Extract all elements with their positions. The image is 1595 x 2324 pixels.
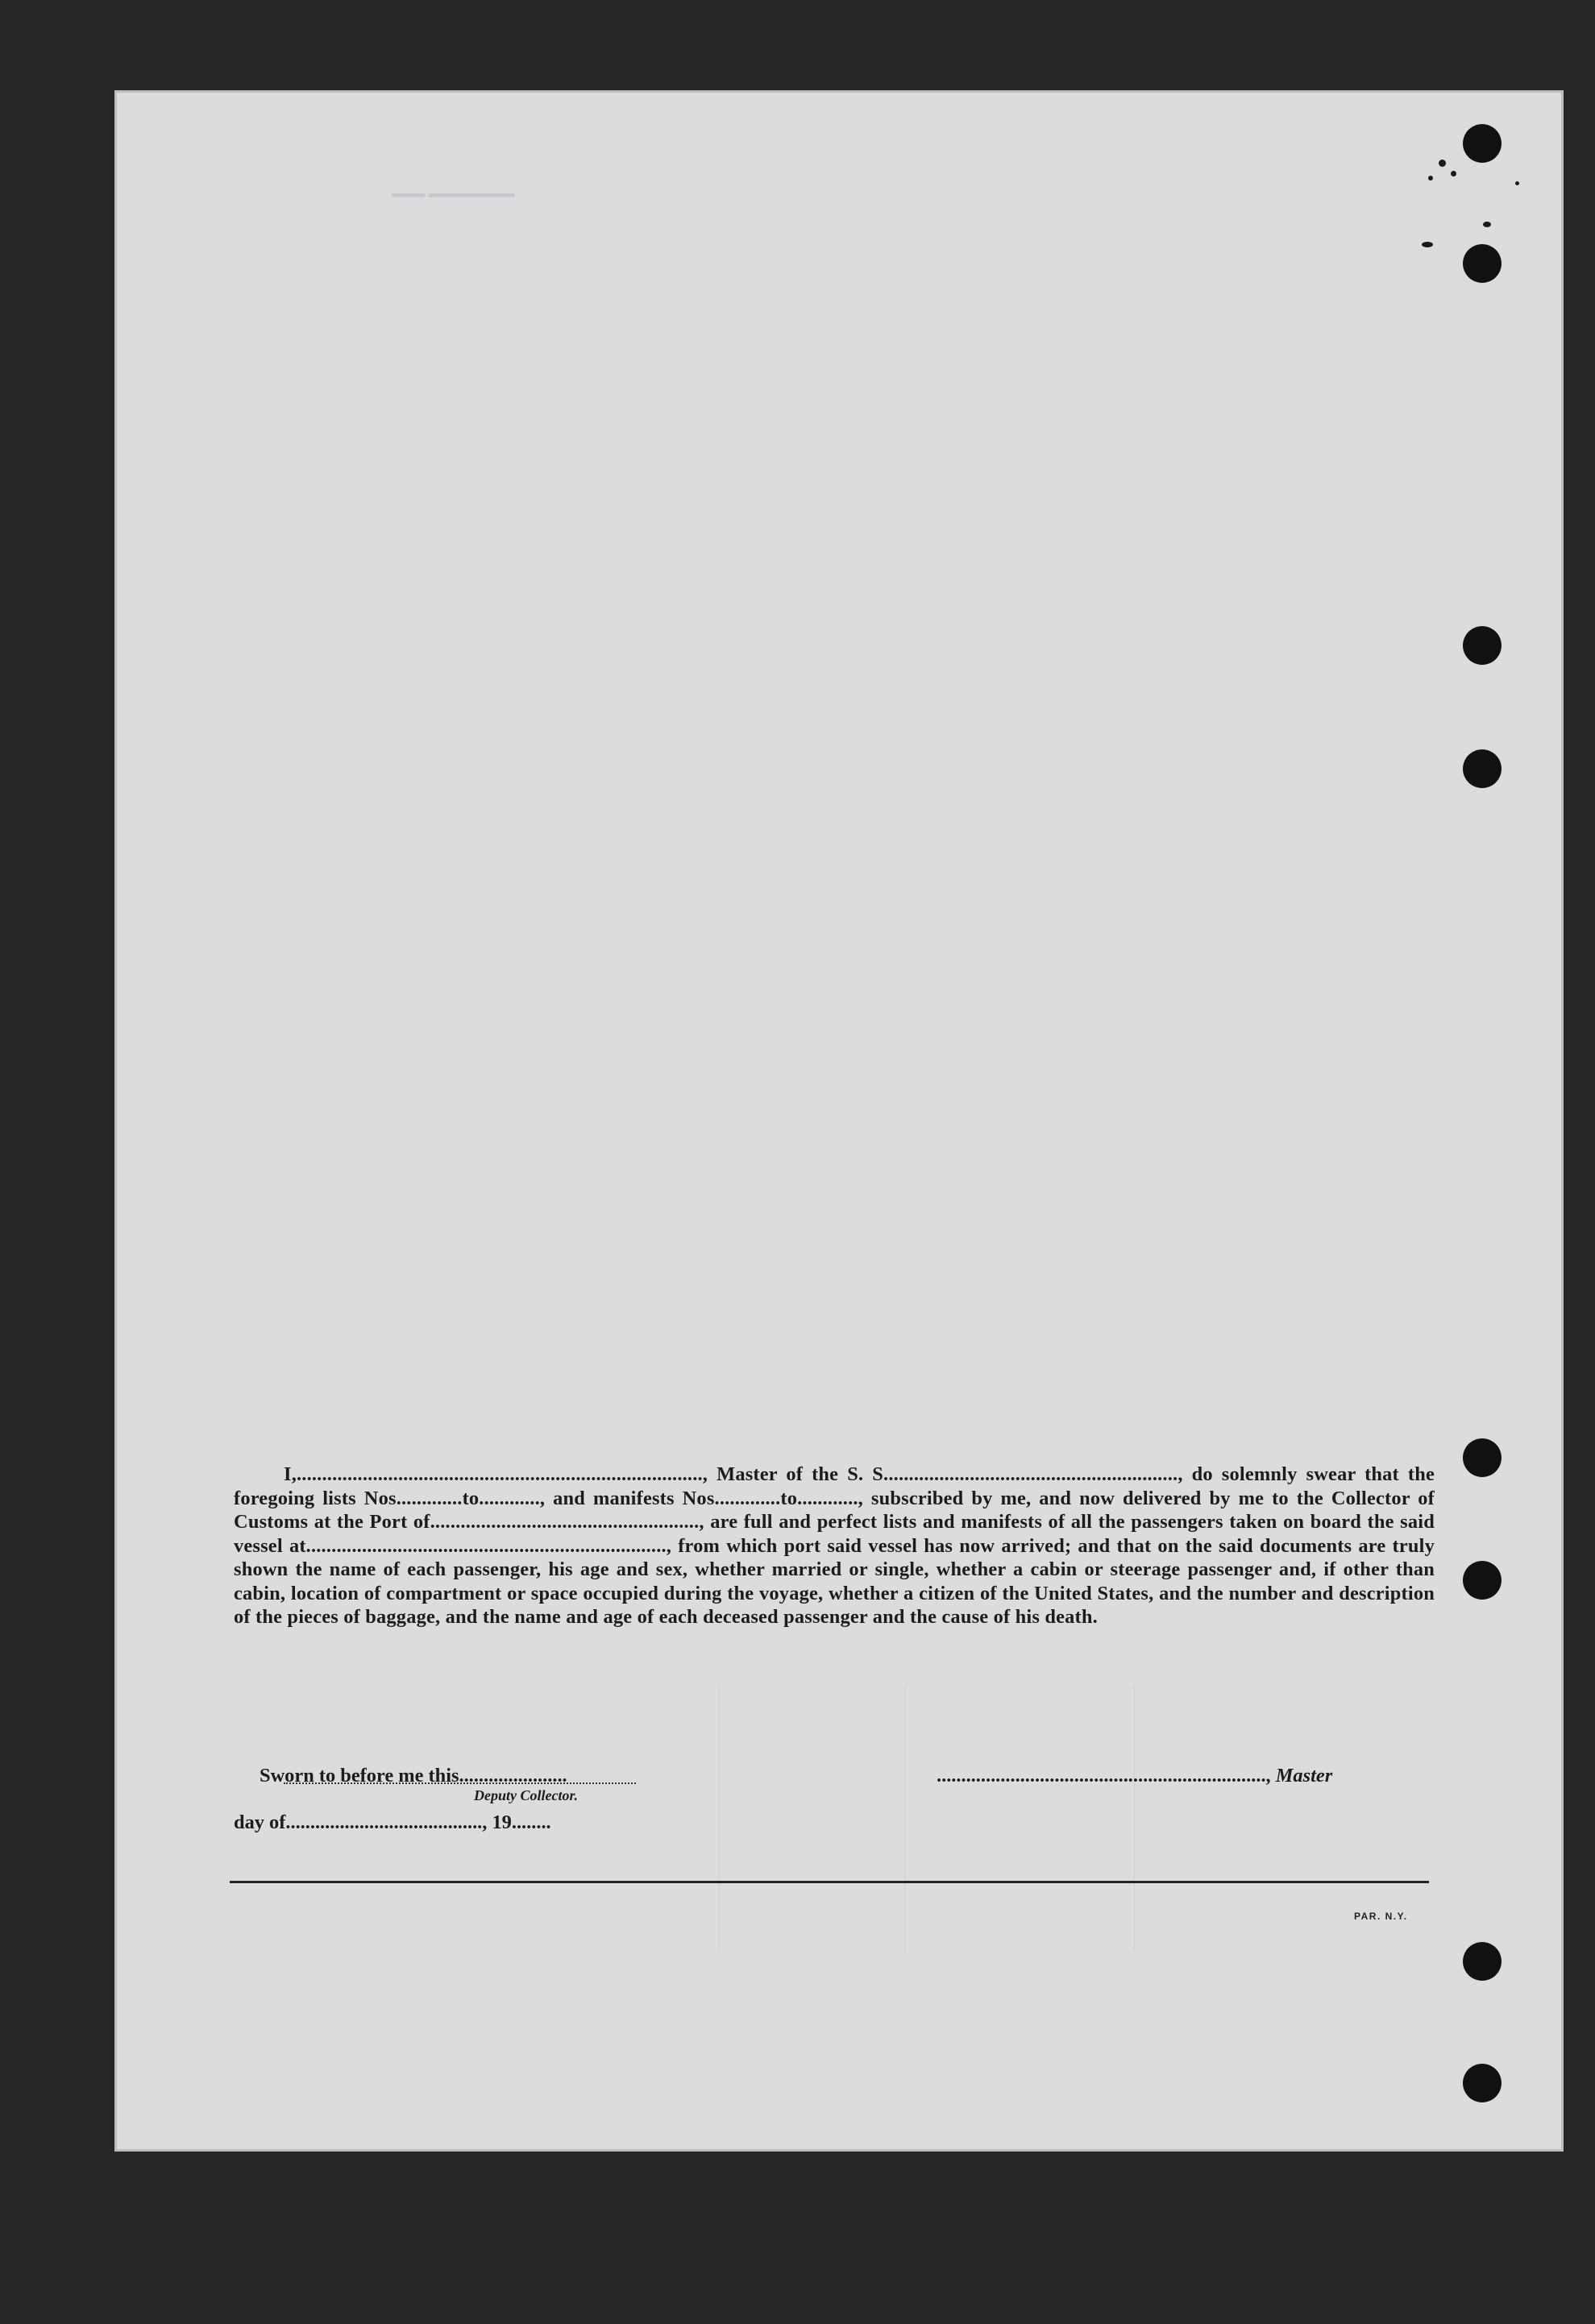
binder-hole	[1463, 2064, 1502, 2102]
binder-hole	[1463, 749, 1502, 788]
faint-column-line	[719, 1686, 720, 1952]
sworn-day-line: day of........................................, 19........	[234, 1811, 551, 1833]
ink-speck	[1422, 242, 1433, 247]
ink-speck	[1428, 176, 1433, 181]
binder-hole	[1463, 1942, 1502, 1981]
ink-speck	[1515, 181, 1519, 185]
ink-speck	[1439, 160, 1446, 167]
ink-speck	[1451, 171, 1456, 176]
master-oath-paragraph: I,................................................................................, Master of the S. S.........................................................., do solemnly swear that the foregoing lists Nos.............to............, and manifests Nos.............to............, subscribed by me, and now delivered by me to the Collector of Customs at the Port of....................................................., are full and perfect lists and manifests of all the passengers taken on board the said vessel at......................................................................., from which port said vessel has now arrived; and that on the said documents are truly shown the name of each passenger, his age and sex, whether married or single, whether a cabin or steerage passenger and, if other than cabin, location of compartment or space occupied during the voyage, whether a citizen of the United States, and the number and description of the pieces of baggage, and the name and age of each deceased passenger and the cause of his death.	[234, 1463, 1435, 1628]
deputy-collector-signature-line	[284, 1782, 636, 1784]
binder-hole	[1463, 244, 1502, 283]
binder-hole	[1463, 1561, 1502, 1600]
sworn-before-line: Sworn to before me this......................	[260, 1765, 567, 1787]
faint-column-line	[1134, 1686, 1135, 1952]
master-signature-line	[937, 1765, 1332, 1787]
binder-hole	[1463, 626, 1502, 665]
bleed-through-mark: ━━━ ━━━━━━━━	[393, 185, 515, 205]
printer-mark: PAR. N.Y.	[1354, 1911, 1408, 1922]
binder-hole	[1463, 1438, 1502, 1477]
faint-column-line	[904, 1686, 905, 1952]
manifest-sheet	[114, 90, 1564, 2152]
ink-speck	[1483, 222, 1491, 227]
binder-hole	[1463, 124, 1502, 163]
deputy-collector-label: Deputy Collector.	[474, 1787, 578, 1803]
bottom-rule	[230, 1881, 1429, 1883]
master-signature-label: Master	[1275, 1765, 1333, 1787]
master-signature-dots: ...................................................................,	[937, 1765, 1276, 1787]
